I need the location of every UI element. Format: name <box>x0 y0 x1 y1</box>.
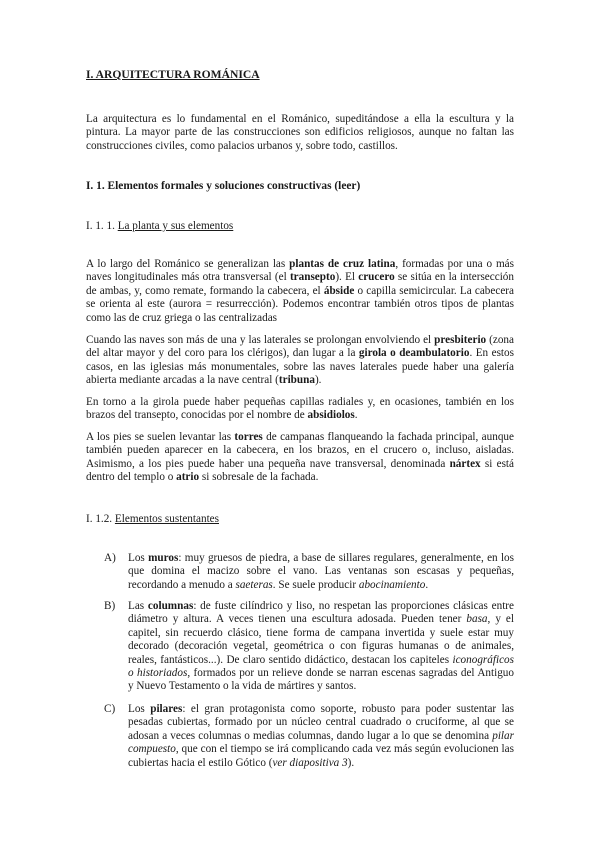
subsection-number: I. 1.2. <box>86 513 113 525</box>
text-run: de campanas flanqueando la fachada principal, aunque también pueden aparecer en la cabecera, en los brazos, en el crucero o, incluso, aisladas. Asimismo, a los pies puede haber una pequeña nave transversal, denominada <box>86 431 514 470</box>
text-run: , formadas por una o más naves longitudinales más otra transversal (el <box>86 258 514 284</box>
paragraph-naves <box>86 334 514 388</box>
subsection-title: La planta y sus elementos <box>117 220 234 232</box>
term-bold: girola o deambulatorio <box>358 347 470 360</box>
text-run: . Se suele producir <box>272 578 359 591</box>
term-bold: torres <box>234 431 263 443</box>
text-run: A lo largo del Románico se generalizan las <box>86 258 290 270</box>
term-bold: plantas de cruz latina <box>289 258 396 270</box>
text-run: o capilla semicircular. La cabecera se orienta al este (aurora = resurrección). Podemos encontrar también otros tipos de plantas como las de cruz griega o las centralizadas <box>86 284 514 324</box>
text-run: . <box>354 409 358 422</box>
term-italic: ver diapositiva 3 <box>272 756 348 769</box>
term-bold: atrio <box>176 471 200 484</box>
list-item-columnas <box>104 600 514 694</box>
text-run: ). El <box>335 271 359 284</box>
list-label: A) <box>104 552 116 564</box>
term-bold: columnas <box>147 600 194 612</box>
text-run: se sitúa en la intersección de ambas, y, como remate, formando la cabecera, el <box>86 271 514 297</box>
term-italic: saeteras <box>235 578 273 591</box>
section-heading: I. 1. Elementos formales y soluciones constructivas (leer) <box>86 180 361 192</box>
term-bold: absidiolos <box>307 409 355 422</box>
paragraph-torres <box>86 431 514 485</box>
text-run: Cuando las naves son más de una y las laterales se prolongan envolviendo el <box>86 334 435 346</box>
list-label: B) <box>104 600 116 612</box>
document-title: I. ARQUITECTURA ROMÁNICA <box>86 68 260 81</box>
text-run: , y el capitel, sin recuerdo clásico, tiene forma de campana invertida y suele estar muy decorado (decoración vegetal, geométrica o con figuras humanas o de animales, reales, fantásticos...). De claro sentido didáctico, destacan los capiteles <box>128 613 514 666</box>
list-item-muros <box>104 552 514 592</box>
term-bold: pilares <box>150 703 183 715</box>
paragraph-planta <box>86 258 514 325</box>
text-run: : de fuste cilíndrico y liso, no respetan las proporciones clásicas entre diámetro y altura. A veces tienen una escultura adosada. Pueden tener <box>128 600 514 626</box>
text-run: Los <box>128 703 151 715</box>
text-run: En torno a la girola puede haber pequeñas capillas radiales y, en ocasiones, también en los brazos del transepto, conocidas por el nombre de <box>86 396 514 422</box>
term-bold: tribuna <box>278 374 315 387</box>
text-run: si sobresale de la fachada. <box>199 471 319 484</box>
subsection-heading-sustentantes <box>86 512 514 526</box>
term-italic: iconográficos o historiados <box>128 653 514 680</box>
subsection-number: I. 1. 1. <box>86 220 115 232</box>
term-bold: ábside <box>323 284 355 297</box>
subsection-heading-planta <box>86 219 514 233</box>
subsection-title: Elementos sustentantes <box>114 513 219 525</box>
intro-paragraph: La arquitectura es lo fundamental en el Románico, supeditándose a ella la escultura y la pintura. La mayor parte de las construcciones son edificios religiosos, aunque no faltan las construcciones civiles, como palacios urbanos y, sobre todo, castillos. <box>86 113 514 152</box>
list-label: C) <box>104 703 116 715</box>
text-run: , formados por un relieve donde se narran escenas sagradas del Antiguo y Nuevo Testamento o la vida de mártires y santos. <box>128 667 514 693</box>
term-italic: basa <box>466 613 488 626</box>
text-run: ). <box>314 374 322 387</box>
text-run: Las <box>128 600 148 612</box>
text-run: A los pies se suelen levantar las <box>86 431 235 443</box>
text-run: Los <box>128 552 149 564</box>
term-bold: transepto <box>289 271 336 284</box>
text-run: (zona del altar mayor y del coro para los clérigos), dan lugar a la <box>86 334 514 360</box>
text-run: , que con el tiempo se irá complicando cada vez más según evolucionen las cubiertas hacia el estilo Gótico ( <box>128 743 514 769</box>
list-text <box>128 703 514 770</box>
text-run: ). <box>347 756 355 769</box>
text-run: : muy gruesos de piedra, a base de sillares regulares, generalmente, en los que domina el macizo sobre el vano. Las ventanas son escasas y pequeñas, recordando a menudo a <box>128 552 515 591</box>
text-run: si está dentro del templo o <box>86 457 515 484</box>
term-bold: presbiterio <box>434 334 487 346</box>
term-italic: pilar compuesto <box>128 729 514 756</box>
term-italic: abocinamiento <box>358 578 426 591</box>
term-bold: nártex <box>449 457 481 470</box>
paragraph-girola <box>86 396 514 423</box>
term-bold: muros <box>148 552 179 564</box>
list-item-pilares <box>104 703 514 770</box>
text-run: . <box>425 578 429 591</box>
list-text <box>128 600 514 694</box>
list-text <box>128 552 514 592</box>
term-bold: crucero <box>358 271 395 284</box>
text-run: . En estos casos, en las iglesias más monumentales, sobre las naves laterales puede haber una galería abierta mediante arcadas a la nave central ( <box>86 347 514 387</box>
text-run: : el gran protagonista como soporte, robusto para poder sustentar las pesadas cubiertas, formado por un núcleo central cuadrado o cruciforme, al que se adosan a veces columnas o medias columnas, dando lugar a lo que se denomina <box>128 703 515 742</box>
